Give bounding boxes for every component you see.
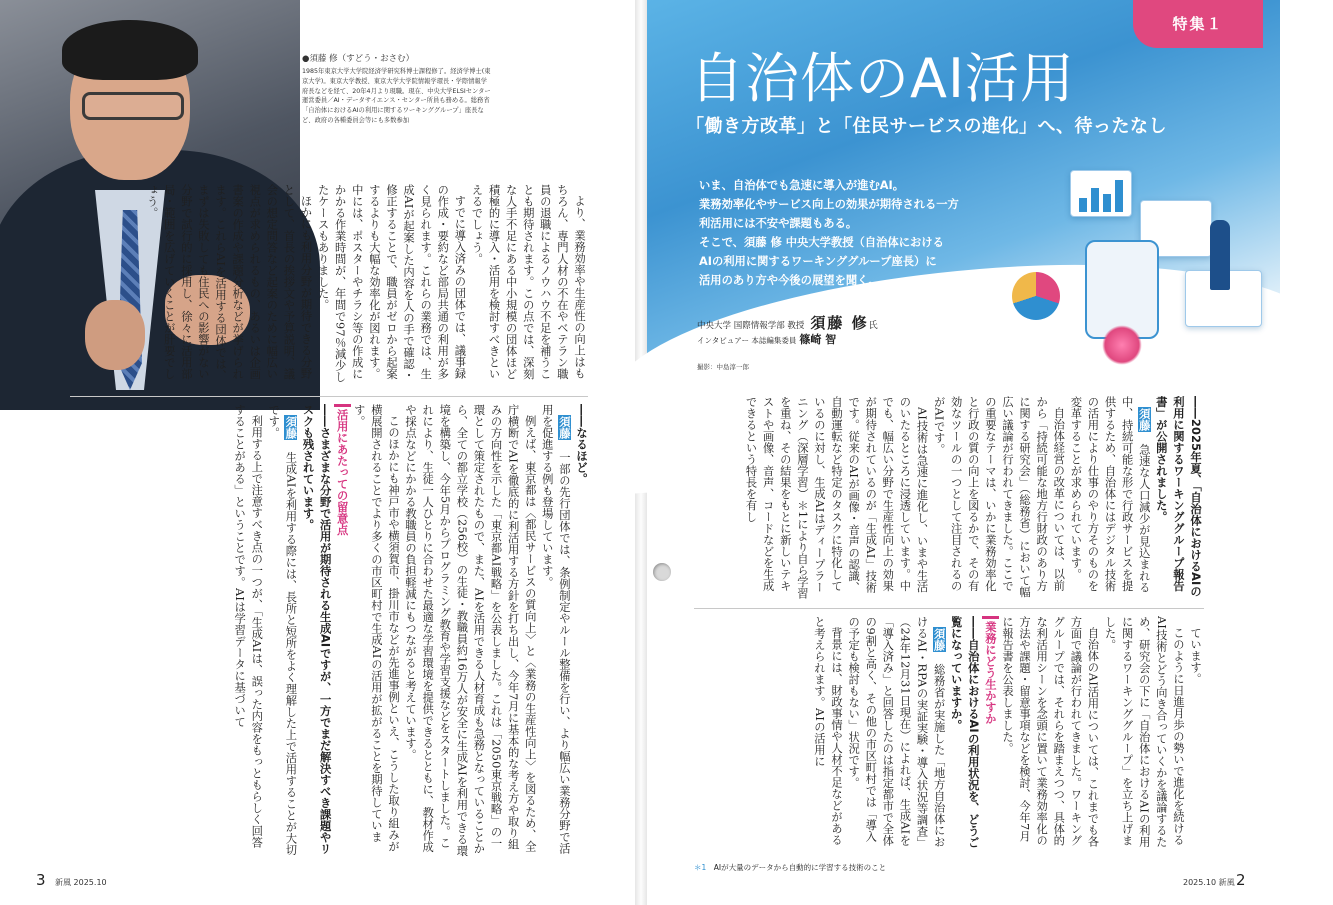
section-heading: 業務にどう生かすか [982, 616, 999, 848]
article-paragraph: このように日進月歩の勢いで進化を続けるAI技術とどう向き合っていくかを議論するため、研究会の下に「自治体におけるAIの利用に関するワーキンググループ」を立ち上げました。 [1103, 616, 1185, 848]
ai-illustration [1010, 160, 1270, 370]
interview-question: ――自治体におけるAIの利用状況を、どうご覧になっていますか。 [949, 616, 980, 848]
interview-question: ――さまざまな分野で活用が期待される生成AIですが、一方でまだ解決すべき課題やリスクも残されています。 [301, 404, 332, 855]
lead-line: いま、自治体でも急速に導入が進むAI。 [699, 179, 904, 192]
interviewee-affiliation: 中央大学 国際情報学部 教授 [697, 321, 805, 331]
section-heading: 活用にあたっての留意点 [334, 404, 351, 859]
feature-tag: 特集１ [1133, 0, 1263, 48]
article-paragraph: すでに導入済みの団体では、議事録の作成・要約など部局共通の利用が多く見られます。これらの業務では、生成AIが起案した内容を人の手で確認・修正することで、職員がゼロから起案するよりも大幅な効率化が図れます。中には、ポスターやチラシ等の作成にかかる作業時間が、年間で97％減少したケースもありました。 [316, 184, 467, 383]
lead-line: 業務効率化やサービス向上の効果が期待される一方 [699, 198, 959, 211]
article-paragraph: AI技術は急速に進化し、いまや生活のいたるところに浸透しています。中でも、幅広い分野で生産性向上の効果が期待されているのが「生成AI」技術です。従来のAIが画像・音声の認識、自動運転など特定のタスクに特化しているのに対し、生成AIはディープラーニング（深層学習）＊1により自ら学習を重ね、その結果をもとに新しいテキストや画像、音声、コードなどを生成できるという特長を有し [744, 396, 929, 599]
page-number-left: 3 [36, 871, 46, 889]
interviewer-byline [697, 331, 836, 347]
speaker-paragraph [539, 404, 573, 859]
right-column-divider [694, 608, 1204, 609]
article-paragraph: ほかにも利用分野が期待できる分野として、首長の挨拶文や予算説明、議会の想定問答など起案のために幅広い視点が求められるもの、あるいは企画書案の作成や課題分析などが挙げられます。これらAIを活用する団体では、まずは失敗しても住民への影響がない分野で試行的に採用し、徐々に活用部局・範囲を広げていくことが肝要でしょう。 [145, 184, 313, 382]
lead-line: 利活用には不安や課題もある。 [699, 217, 858, 230]
speaker-paragraph [265, 404, 299, 859]
speaker-label: 須藤 [1137, 408, 1151, 432]
lead-line: そこで、須藤 修 中央大学教授（自治体における [699, 236, 944, 249]
interviewee-byline [697, 312, 878, 333]
profile-bio: 1985年東京大学大学院経済学研究科博士課程修了。経済学博士(東京大学)。東京大学教授、東京大学大学院情報学環長・学際情報学府長などを経て、20年4月より現職。現在、中央大学ELSIセンター運営委員／AI・データサイエンス・センター所員も務める。総務省「自治体におけるAIの利用に関するワーキンググループ」座長など、政府の各種委員会等にも多数参加 [302, 68, 491, 124]
article-paragraph: より、業務効率や生産性の向上はもちろん、専門人材の不在やベテラン職員の退職によるノウハウ不足を補うことも期待されます。この点では、深刻な人手不足にある中小規模の団体ほど積極的に導入・活用を検討すべきといえるでしょう。 [470, 184, 586, 380]
photo-credit: 撮影：中島淳一郎 [697, 363, 749, 371]
speaker-text: 総務省が実施した「地方自治体におけるAI・RPAの実証実験・導入状況等調査」（24年12月31日現在）によれば、生成AIを「導入済み」と回答したのは指定都市で全体の9割と高く、その他の市区町村では「導入の予定も検討もない」状況です。 [847, 616, 946, 848]
interviewee-name: 須藤 修 [810, 314, 869, 332]
speaker-label: 須藤 [284, 416, 298, 440]
page-label-right: 2025.10 新風 [1183, 878, 1235, 887]
footnote-marker: ＊1 [694, 863, 707, 872]
left-bottom-article-column [70, 404, 590, 859]
article-lead [699, 176, 999, 290]
lead-line: 活用のあり方や今後の展望を聞く。 [699, 274, 880, 287]
interview-question: ――2025年夏、「自治体におけるAIの利用に関するワーキンググループ報告書」が公開されました。 [1154, 396, 1202, 597]
footnote-text: AIが大量のデータから自動的に学習する技術のこと [706, 863, 887, 872]
article-paragraph: 利用する上で注意すべき点の一つが、「生成AIは、誤った内容をもっともらしく回答することがある」ということです。AIは学習データに基づいて [233, 404, 264, 849]
speaker-text: 生成AIを利用する際には、長所と短所をよく理解した上で活用することが大切です。 [267, 404, 298, 856]
left-column-divider [70, 396, 588, 397]
speaker-label: 須藤 [557, 416, 571, 440]
page-number-right: 2 [1236, 871, 1246, 889]
article-paragraph: ています。 [1189, 627, 1202, 685]
article-paragraph: 例えば、東京都は〈都民サービスの質向上〉と〈業務の生産性向上〉を図るため、全庁横断でAIを徹底的に利活用する方針を打ち出し、今年7月に基本的な考え方や取り組みの方向性を示した「東京都AI戦略」を公表しました。これは「2050東京戦略」の一環として策定されたもので、また、AIを活用できる人材育成も急務となっていることから、全ての都立学校（256校）の生徒・教職員約16万人が安全に生成AIを利用できる環境を構築し、今年5月からプログラミング教育や学習支援などをスタートしました。これにより、生徒一人ひとりに合わせた最適な学習環境を提供できるとともに、教材作成や採点などにかかる教職員の負担軽減にもつながると考えています。 [404, 404, 537, 857]
page-label-left: 新風 2025.10 [55, 878, 107, 887]
interview-question: ――なるほど。 [575, 404, 588, 485]
binding-hole-bottom [653, 563, 671, 581]
interviewer-label: インタビュアー 本誌編集委員 [697, 336, 797, 345]
interviewer-name: 篠崎 智 [799, 333, 837, 346]
left-top-article-column [145, 184, 588, 384]
article-paragraph: 背景には、財政事情や人材不足などがあると考えられます。AIの活用に [812, 616, 844, 846]
speaker-label: 須藤 [932, 628, 946, 652]
right-top-article-column [694, 396, 1204, 602]
profile-name: ●須藤 修（すどう・おさむ） [302, 54, 415, 64]
interviewee-honorific: 氏 [868, 321, 878, 331]
lead-line: AIの利用に関するワーキンググループ座長）に [699, 255, 937, 268]
article-paragraph: 自治体のAI活用については、これまでも各方面で議論が行われてきました。ワーキンググループでは、それらを踏まえつつ、具体的な利活用シーンを念頭に置いて業務効率化の方法や課題・留意事項などを検討、今年7月に報告書を公表しました。 [1000, 616, 1100, 848]
article-paragraph: 自治体経営の改革については、以前から「持続可能な地方行財政のあり方に関する研究会」（総務省）において幅広い議論が行われてきました。ここでの重要なテーマは、いかに業務効率化と行政の質の向上を図るかで、その有効なツールの一つとして注目されるのがAIです。 [932, 396, 1066, 598]
article-subtitle: 「働き方改革」と「住民サービスの進化」へ、待ったなし [686, 116, 1167, 137]
speaker-text: 急速な人口減少が見込まれる中、持続可能な形で行政サービスを提供するため、自治体にはデジタル技術の活用により仕事のやり方そのものを変革することが求められています。 [1069, 396, 1151, 594]
speaker-paragraph [845, 616, 948, 848]
article-title: 自治体のAI活用 [690, 47, 1075, 110]
right-bottom-article-column [694, 616, 1204, 848]
speaker-text: 一部の先行団体では、条例制定やルール整備を行い、より幅広い業務分野で活用を促進する例も登場しています。 [540, 404, 571, 855]
footnote [694, 862, 886, 873]
speaker-paragraph [1067, 396, 1152, 602]
article-paragraph: このほかにも神戸市や横須賀市、掛川市などが先進事例といえ、こうした取り組みが横展開されることでより多くの市区町村で生成AIの活用が拡がることを期待しています。 [352, 404, 400, 853]
